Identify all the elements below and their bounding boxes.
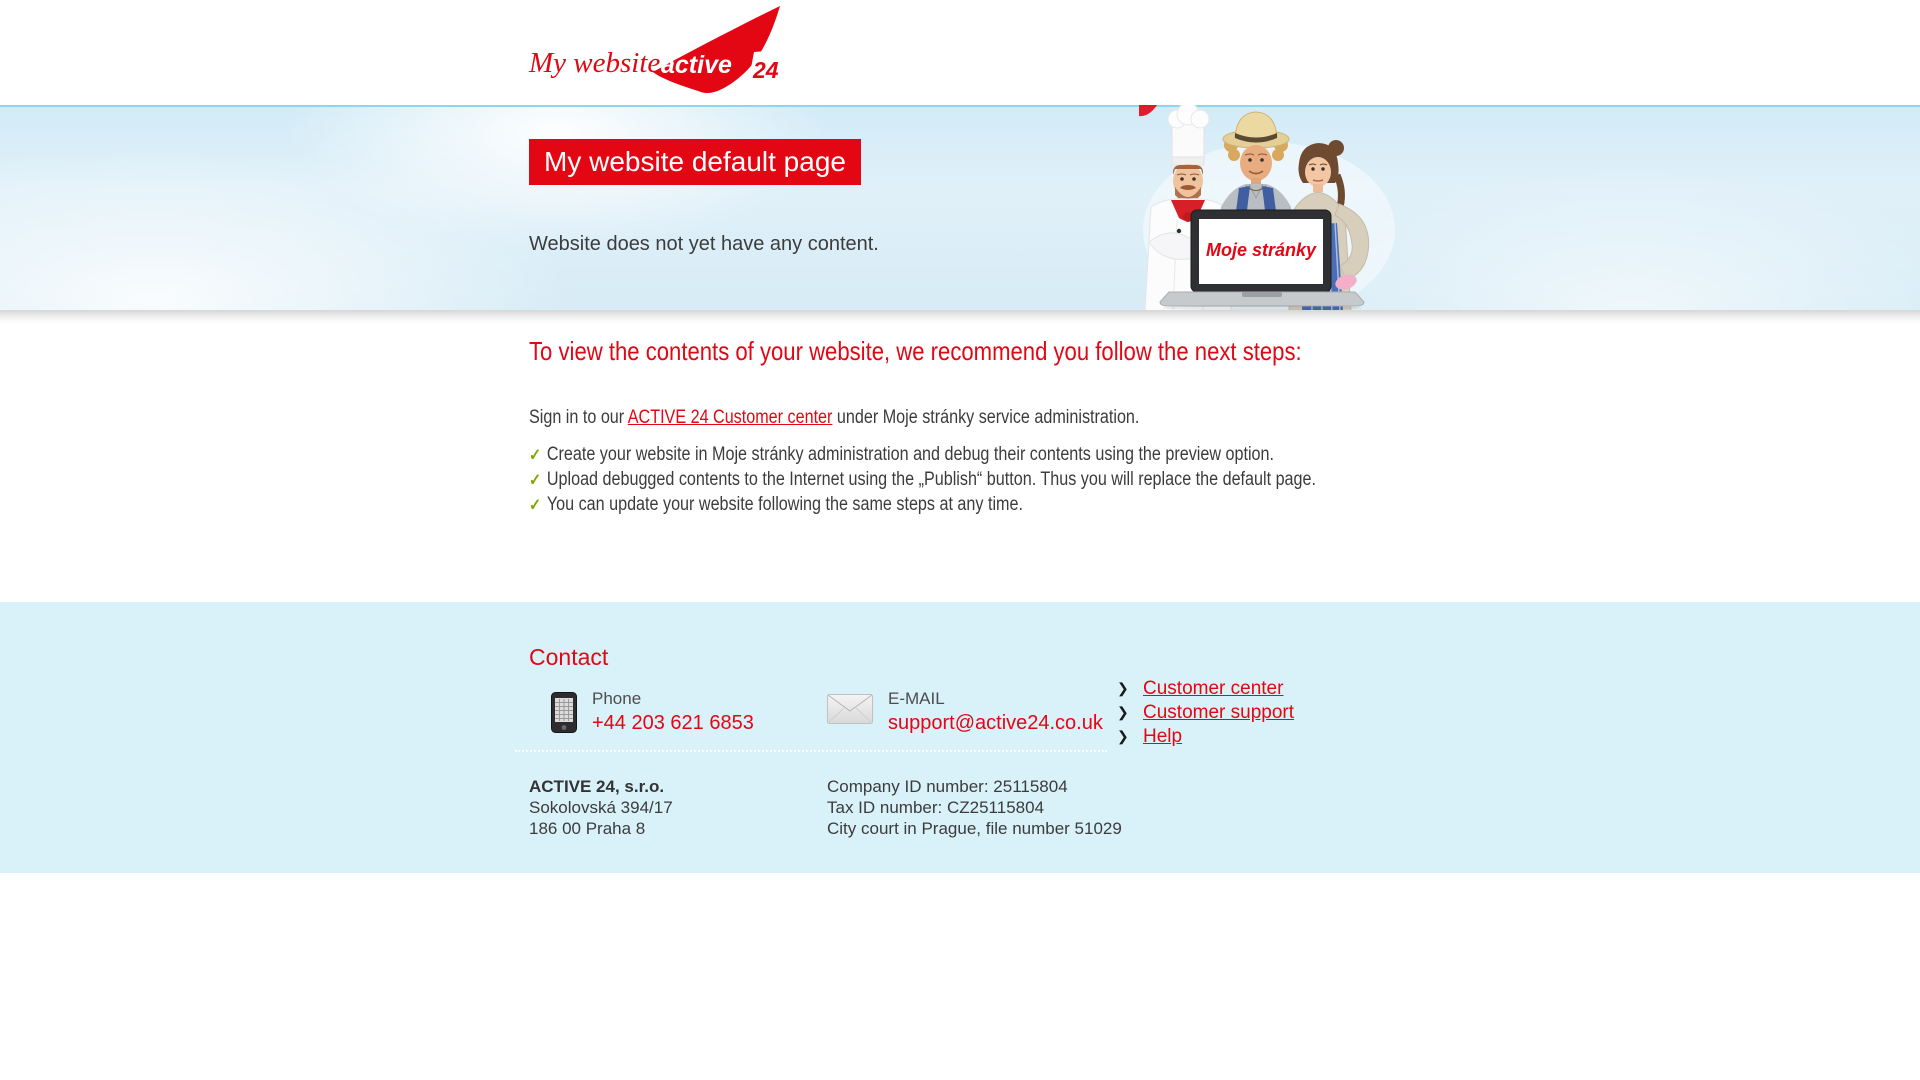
email-label: E-MAIL	[888, 689, 945, 708]
main-content	[529, 324, 1379, 517]
phone-contact	[551, 690, 754, 735]
signin-paragraph	[529, 406, 1379, 430]
red-ribbon-corner	[1139, 105, 1157, 116]
step-item	[529, 467, 1345, 492]
company-registration	[827, 776, 1122, 839]
chevron-right-icon: ❯	[1117, 680, 1129, 696]
contact-heading: Contact	[529, 644, 609, 670]
banner-subtitle: Website does not yet have any content.	[529, 233, 879, 255]
customer-center-link[interactable]: ACTIVE 24 Customer center	[627, 407, 833, 428]
signin-post-text: under Moje stránky service administration.	[832, 407, 1140, 428]
footer-links	[1117, 676, 1294, 748]
email-contact	[827, 690, 1103, 735]
step-text: You can update your website following the same steps at any time.	[546, 494, 1023, 515]
checkmark-icon: ✓	[529, 470, 542, 489]
footer-link-item	[1117, 724, 1294, 748]
checkmark-icon: ✓	[529, 495, 542, 514]
envelope-icon	[827, 694, 873, 724]
site-title: My website	[529, 47, 661, 79]
footer-link-item	[1117, 700, 1294, 724]
page-footer	[0, 602, 1920, 873]
customer-center-footer-link[interactable]: Customer center	[1143, 678, 1284, 699]
steps-list	[529, 442, 1379, 517]
footer-link-item	[1117, 676, 1294, 700]
company-address	[529, 776, 673, 839]
step-text: Create your website in Moje stránky administration and debug their contents using the preview option.	[546, 444, 1275, 465]
banner-title: My website default page	[529, 139, 861, 185]
chevron-right-icon: ❯	[1117, 704, 1129, 720]
hero-banner	[0, 105, 1920, 310]
phone-icon	[551, 692, 577, 733]
step-text: Upload debugged contents to the Internet using the „Publish“ button. Thus you will replace the default page.	[546, 469, 1316, 490]
laptop-screen-text: Moje stránky	[1205, 240, 1317, 260]
company-city: 186 00 Praha 8	[529, 819, 646, 838]
customer-support-footer-link[interactable]: Customer support	[1143, 702, 1295, 723]
page-header	[0, 0, 1920, 105]
logo-number-text: 24	[753, 57, 779, 83]
phone-number-link[interactable]: +44 203 621 6853	[592, 712, 754, 734]
steps-heading: To view the contents of your website, we recommend you follow the next steps:	[529, 336, 1302, 366]
chevron-right-icon: ❯	[1117, 728, 1129, 744]
people-laptop-illustration	[1139, 105, 1397, 311]
email-address-link[interactable]: support@active24.co.uk	[888, 712, 1103, 734]
company-name: ACTIVE 24, s.r.o.	[529, 777, 665, 796]
company-street: Sokolovská 394/17	[529, 798, 673, 817]
active24-logo-icon[interactable]	[651, 4, 783, 98]
step-item	[529, 442, 1345, 467]
signin-pre-text: Sign in to our	[529, 407, 628, 428]
phone-label: Phone	[592, 689, 642, 708]
logo-brand-text: active	[661, 51, 732, 79]
checkmark-icon: ✓	[529, 445, 542, 464]
company-id: Company ID number: 25115804	[827, 777, 1068, 796]
tax-id: Tax ID number: CZ25115804	[827, 798, 1045, 817]
court-registration: City court in Prague, file number 51029	[827, 819, 1122, 838]
banner-bottom-shadow	[0, 310, 1920, 324]
step-item	[529, 492, 1345, 517]
help-footer-link[interactable]: Help	[1143, 726, 1183, 747]
footer-dotted-divider	[515, 750, 1107, 752]
